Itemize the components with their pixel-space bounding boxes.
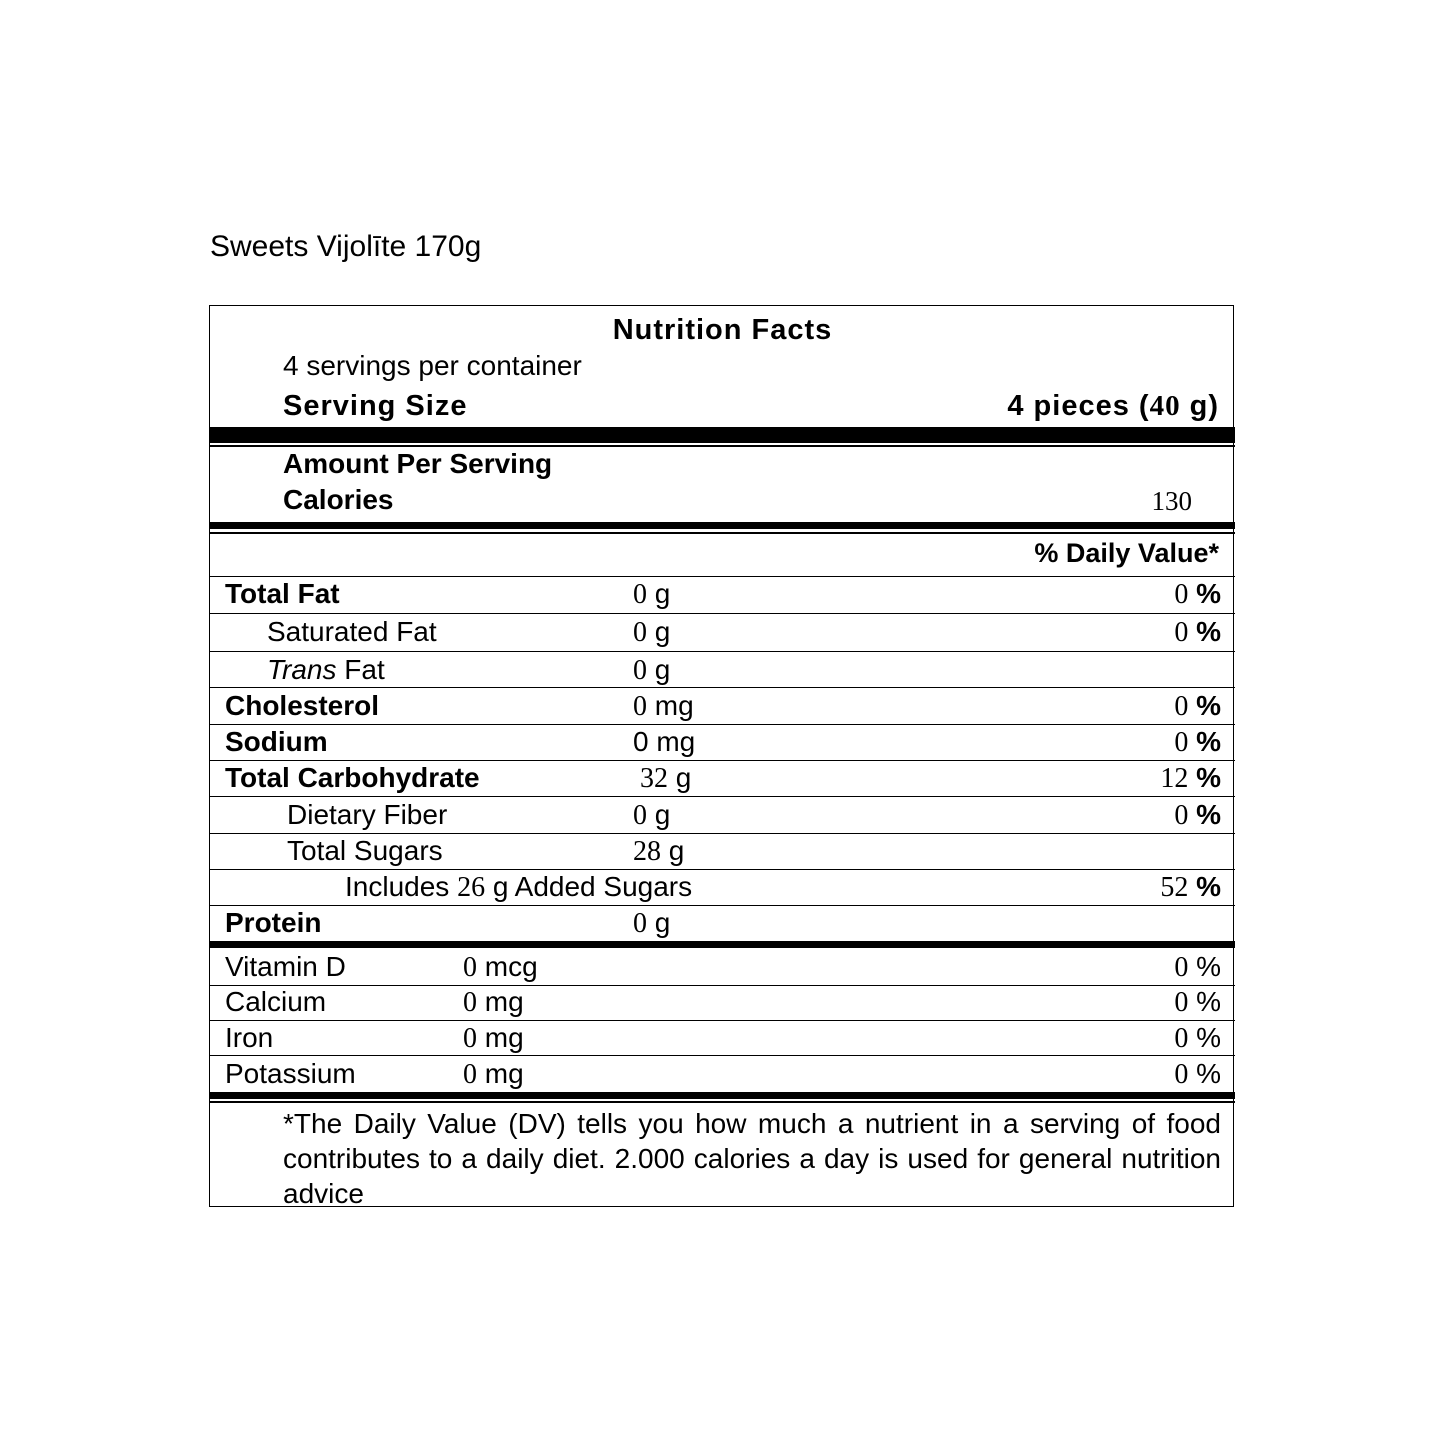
dv-number: 0: [1174, 987, 1189, 1018]
nutrient-amount: [633, 654, 670, 687]
nutrient-daily-value: [1174, 799, 1221, 832]
amount-number: 0: [633, 579, 647, 610]
daily-value-header: % Daily Value*: [1034, 538, 1219, 568]
divider: [210, 687, 1235, 688]
nutrient-daily-value: [1174, 616, 1221, 649]
dv-number: 0: [1174, 952, 1189, 983]
nutrient-amount: [633, 907, 670, 940]
vitamin-amount: [463, 1022, 524, 1055]
dv-symbol: %: [1188, 578, 1221, 609]
divider: [210, 905, 1235, 906]
daily-value-footnote: *The Daily Value (DV) tells you how much a nutrient in a serving of food contributes to a daily diet. 2.000 calories a day is used for general nutrition advice: [283, 1108, 1221, 1209]
vitamin-daily-value: [1174, 986, 1221, 1019]
amount-number: 0: [633, 908, 647, 939]
amount-number: 0: [463, 1059, 477, 1090]
amount-unit: mg: [477, 1058, 524, 1089]
vitamin-name: Potassium: [225, 1058, 356, 1089]
nutrient-name: Sodium: [225, 726, 328, 757]
nutrient-amount: [633, 616, 670, 649]
vitamin-amount: [463, 951, 538, 984]
amount-number: 0: [633, 617, 647, 648]
dv-number: 0: [1174, 617, 1189, 648]
dv-number: 0: [1174, 727, 1189, 758]
product-title: Sweets Vijolīte 170g: [210, 230, 482, 263]
nutrient-name: Total Sugars: [287, 835, 443, 866]
vitamin-name: Vitamin D: [225, 951, 346, 982]
nutrient-amount: [633, 578, 670, 611]
serving-size-value-post: g): [1180, 390, 1219, 422]
amount-unit: g: [647, 799, 671, 830]
vitamin-name: Iron: [225, 1022, 274, 1053]
divider: [210, 532, 1235, 534]
divider: [210, 796, 1235, 797]
nutrient-amount: [633, 762, 691, 795]
serving-size-value-pre: 4 pieces (: [1007, 390, 1150, 422]
dv-number: 0: [1174, 691, 1189, 722]
nutrient-amount: [633, 690, 694, 723]
nutrient-daily-value: [1174, 690, 1221, 723]
nutrient-daily-value: [1174, 726, 1221, 759]
amount-unit: g: [647, 616, 671, 647]
divider: [210, 1055, 1235, 1056]
divider: [210, 724, 1235, 725]
dv-number: 0: [1174, 579, 1189, 610]
nutrient-name: Total Fat: [225, 578, 340, 609]
serving-size-value: [1007, 390, 1219, 423]
nutrient-amount: [633, 835, 684, 868]
dv-symbol: %: [1188, 799, 1221, 830]
nutrient-name: Cholesterol: [225, 690, 380, 721]
servings-per-container: 4 servings per container: [283, 350, 582, 381]
dv-symbol: %: [1188, 871, 1221, 902]
dv-number: 0: [1174, 1059, 1189, 1090]
amount-unit: g: [647, 907, 671, 938]
amount-number: 0: [463, 952, 477, 983]
dv-symbol: %: [1188, 986, 1221, 1017]
amount-number: 0: [633, 691, 647, 722]
amount-unit: g: [647, 578, 671, 609]
nutrient-name: [345, 871, 692, 904]
amount-number: 0: [633, 655, 647, 686]
dv-symbol: %: [1188, 762, 1221, 793]
dv-number: 0: [1174, 800, 1189, 831]
dv-symbol: %: [1188, 616, 1221, 647]
added-sugars-post: g Added Sugars: [485, 871, 693, 902]
divider: [210, 651, 1235, 652]
amount-unit: mg: [647, 690, 694, 721]
amount-number: 0: [463, 987, 477, 1018]
dv-symbol: %: [1188, 690, 1221, 721]
dv-number: 12: [1160, 763, 1189, 794]
label-title: Nutrition Facts: [612, 314, 833, 346]
amount-unit: mg: [477, 986, 524, 1017]
divider: [210, 985, 1235, 986]
serving-size-value-num: 40: [1149, 390, 1181, 422]
vitamin-name: Calcium: [225, 986, 327, 1017]
divider: [210, 833, 1235, 834]
nutrient-amount: [633, 799, 670, 832]
amount-unit: g: [668, 762, 692, 793]
medium-divider: [210, 941, 1235, 948]
divider: [210, 445, 1235, 447]
amount-unit: g: [647, 654, 671, 685]
nutrient-daily-value: [1174, 578, 1221, 611]
divider: [210, 1101, 1235, 1103]
divider: [210, 613, 1235, 614]
amount-unit: mg: [477, 1022, 524, 1053]
nutrient-name: Saturated Fat: [267, 616, 437, 647]
divider: [210, 1020, 1235, 1021]
medium-divider: [210, 522, 1235, 529]
trans-rest: Fat: [336, 654, 385, 685]
vitamin-daily-value: [1174, 1022, 1221, 1055]
nutrient-daily-value: [1160, 762, 1221, 795]
amount-number: 28: [633, 836, 661, 867]
nutrient-amount: 0 mg: [633, 726, 696, 757]
vitamin-daily-value: [1174, 1058, 1221, 1091]
calories-label: Calories: [283, 484, 394, 515]
amount-unit: mcg: [477, 951, 538, 982]
calories-value: 130: [1151, 486, 1192, 516]
dv-symbol: %: [1188, 951, 1221, 982]
nutrient-name: [267, 654, 385, 686]
nutrient-name: Dietary Fiber: [287, 799, 448, 830]
amount-number: 0: [463, 1023, 477, 1054]
trans-italic: Trans: [267, 654, 337, 685]
dv-number: 0: [1174, 1023, 1189, 1054]
amount-per-serving: Amount Per Serving: [283, 448, 553, 479]
serving-size-label: Serving Size: [283, 390, 468, 422]
medium-divider: [210, 1092, 1235, 1099]
nutrient-name: Total Carbohydrate: [225, 762, 480, 793]
amount-unit: g: [661, 835, 685, 866]
added-sugars-pre: Includes: [345, 871, 458, 902]
nutrient-daily-value: [1160, 871, 1221, 904]
amount-number: 0: [633, 800, 647, 831]
dv-symbol: %: [1188, 1058, 1221, 1089]
divider: [210, 760, 1235, 761]
vitamin-daily-value: [1174, 951, 1221, 984]
thick-divider: [210, 427, 1235, 443]
nutrition-facts-label: [209, 305, 1234, 1207]
dv-symbol: %: [1188, 726, 1221, 757]
divider: [210, 576, 1235, 577]
dv-symbol: %: [1188, 1022, 1221, 1053]
dv-number: 52: [1160, 872, 1189, 903]
divider: [210, 869, 1235, 870]
nutrient-name: Protein: [225, 907, 322, 938]
vitamin-amount: [463, 1058, 524, 1091]
vitamin-amount: [463, 986, 524, 1019]
amount-number: 32: [633, 763, 668, 794]
added-sugars-number: 26: [457, 872, 486, 903]
